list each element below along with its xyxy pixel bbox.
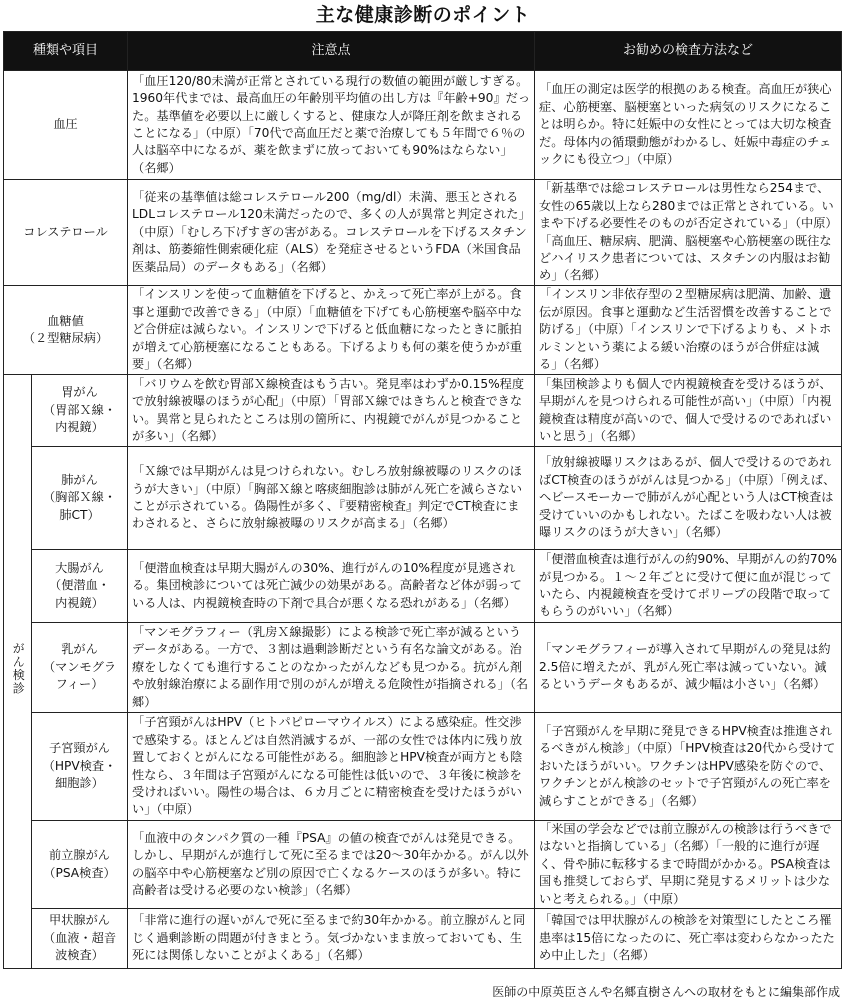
row-note: 「子宮頸がんはHPV（ヒトパピローマウイルス）による感染症。性交渉で感染する。ほとんどは自然消滅するが、一部の女性では体内に残り放置しておくとがんになる可能性がある。細胞診とHPV検査が両方とも陰性なら、３年間は子宮頸がんになる可能性は低いので、３年後に検診を受ければいい。陽性の場合は、６カ月ごとに精密検査を受けたほうがいい」（中原） bbox=[128, 713, 535, 821]
row-method: 「放射線被曝リスクはあるが、個人で受けるのであればCT検査のほうががんは見つかる」（中原）「例えば、ヘビースモーカーで肺がんが心配という人はCT検査は受けていいのかもしれない。たばこを吸わない人は被曝リスクのほうが大きい」（名郷） bbox=[535, 447, 842, 550]
table-row bbox=[4, 550, 842, 623]
table-row bbox=[4, 909, 842, 969]
row-note: 「マンモグラフィー（乳房Ｘ線撮影）による検診で死亡率が減るというデータがある。一方で、３割は過剰診断だという有名な論文がある。治療をしなくても進行することのなかったがんなども見つかる。抗がん剤や放射線治療による副作用で別のがんが増える危険性が指摘される」（名郷） bbox=[128, 623, 535, 713]
row-note: 「バリウムを飲む胃部Ｘ線検査はもう古い。発見率はわずか0.15%程度で放射線被曝のほうが心配」（中原）「胃部Ｘ線ではきちんと検査できない。異常と見られたところは別の箇所に、内視鏡でがんが見つかることが多い」（名郷） bbox=[128, 375, 535, 447]
table-row bbox=[4, 180, 842, 286]
row-method: 「新基準では総コレステロールは男性なら254まで、女性の65歳以上なら280までは正常とされている。いまや下げる必要性そのものが否定されている」（中原）「高血圧、糖尿病、肥満、脳梗塞や心筋梗塞の既往などハイリスク患者については、スタチンの内服はお勧め」（名郷） bbox=[535, 180, 842, 286]
row-note: 「インスリンを使って血糖値を下げると、かえって死亡率が上がる。食事と運動で改善できる」（中原）「血糖値を下げても心筋梗塞や脳卒中など合併症は減らない。インスリンで下げると低血糖になったときに脈拍が増えて心筋梗塞になることもある。下げるよりも何の薬を使うかが重要」（名郷） bbox=[128, 286, 535, 375]
header-note: 注意点 bbox=[128, 32, 535, 71]
row-category: 血糖値 （２型糖尿病） bbox=[4, 286, 128, 375]
source-credit: 医師の中原英臣さんや名郷直樹さんへの取材をもとに編集部作成 bbox=[492, 985, 840, 999]
page-title: 主な健康診断のポイント bbox=[315, 4, 531, 26]
row-note: 「血液中のタンパク質の一種『PSA』の値の検査でがんは発見できる。しかし、早期がんが進行して死に至るまでは20～30年かかる。がん以外の脳卒中や心筋梗塞など別の原因で亡くなるケースのほうが多い。特に高齢者は受ける必要のない検診」（名郷） bbox=[128, 821, 535, 909]
row-note: 「Ｘ線では早期がんは見つけられない。むしろ放射線被曝のリスクのほうが大きい」（中原）「胸部Ｘ線と喀痰細胞診は肺がん死亡を減らさないことが示されている。偽陽性が多く、『要精密検査』判定でCT検査にまわされると、さらに放射線被曝のリスクが高まる」（名郷） bbox=[128, 447, 535, 550]
row-category: 前立腺がん （PSA検査） bbox=[32, 821, 128, 909]
row-method: 「便潜血検査は進行がんの約90%、早期がんの約70%が見つかる。１～２年ごとに受けて便に血が混じっていたら、内視鏡検査を受けてポリープの段階で取ってもらうのがいい」（名郷） bbox=[535, 550, 842, 623]
table-row bbox=[4, 286, 842, 375]
table-row bbox=[4, 375, 842, 447]
row-method: 「マンモグラフィーが導入されて早期がんの発見は約2.5倍に増えたが、乳がん死亡率は減っていない。減るというデータもあるが、減少幅は小さい」（名郷） bbox=[535, 623, 842, 713]
row-note: 「便潜血検査は早期大腸がんの30%、進行がんの10%程度が見逃される。集団検診については死亡減少の効果がある。高齢者など体が弱っている人は、内視鏡検査時の下剤で具合が悪くなる恐れがある」（名郷） bbox=[128, 550, 535, 623]
row-note: 「非常に進行の遅いがんで死に至るまで約30年かかる。前立腺がんと同じく過剰診断の問題が付きまとう。気づかないまま放っておいても、生死には関係しないことがよくある」（名郷） bbox=[128, 909, 535, 969]
row-category: 大腸がん （便潜血・ 内視鏡） bbox=[32, 550, 128, 623]
row-note: 「従来の基準値は総コレステロール200（mg/dl）未満、悪玉とされるLDLコレステロール120未満だったので、多くの人が異常と判定された」（中原）「むしろ下げすぎの害がある。コレステロールを下げるスタチン剤は、筋萎縮性側索硬化症（ALS）を発症させるというFDA（米国食品医薬品局）のデータもある」（名郷） bbox=[128, 180, 535, 286]
table-row bbox=[4, 623, 842, 713]
table-row bbox=[4, 447, 842, 550]
table-row bbox=[4, 71, 842, 180]
row-method: 「米国の学会などでは前立腺がんの検診は行うべきではないと指摘している」（名郷）「一般的に進行が遅く、骨や肺に転移するまで時間がかかる。PSA検査は国も推奨しておらず、早期に発見するメリットは少ないと考えられる。」（中原） bbox=[535, 821, 842, 909]
row-category: コレステロール bbox=[4, 180, 128, 286]
row-category: 肺がん （胸部Ｘ線・ 肺CT） bbox=[32, 447, 128, 550]
header-category: 種類や項目 bbox=[4, 32, 128, 71]
row-method: 「韓国では甲状腺がんの検診を対策型にしたところ罹患率は15倍になったのに、死亡率は変わらなかったため中止した」（名郷） bbox=[535, 909, 842, 969]
row-category: 胃がん （胃部Ｘ線・ 内視鏡） bbox=[32, 375, 128, 447]
table-row bbox=[4, 821, 842, 909]
table-row bbox=[4, 713, 842, 821]
health-checkup-table bbox=[3, 31, 842, 969]
row-category: 甲状腺がん （血液・超音 波検査） bbox=[32, 909, 128, 969]
header-method: お勧めの検査方法など bbox=[535, 32, 842, 71]
row-method: 「インスリン非依存型の２型糖尿病は肥満、加齢、遺伝が原因。食事と運動など生活習慣を改善することで防げる」（中原）「インスリンで下げるよりも、メトホルミンという薬による緩い治療のほうが合併症は減る」（名郷） bbox=[535, 286, 842, 375]
row-category: 乳がん （マンモグラ フィー） bbox=[32, 623, 128, 713]
row-note: 「血圧120/80未満が正常とされている現行の数値の範囲が厳しすぎる。1960年代までは、最高血圧の年齢別平均値の出し方は『年齢+90』だった。基準値を必要以上に厳しくすると、健康な人が降圧剤を飲まされることになる」（中原）「70代で高血圧だと薬で治療しても５年間で６％の人は脳卒中になるが、薬を飲まずに放っておいても90%はならない」（名郷） bbox=[128, 71, 535, 180]
table-header-row bbox=[4, 32, 842, 71]
cancer-screening-group-label bbox=[4, 375, 32, 969]
row-method: 「子宮頸がんを早期に発見できるHPV検査は推進されるべきがん検診」（中原）「HPV検査は20代から受けておいたほうがいい。ワクチンはHPV感染を防ぐので、ワクチンとがん検診のセットで子宮頸がんの死亡率を減らすことができる」（名郷） bbox=[535, 713, 842, 821]
row-category: 子宮頸がん （HPV検査・ 細胞診） bbox=[32, 713, 128, 821]
row-method: 「血圧の測定は医学的根拠のある検査。高血圧が狭心症、心筋梗塞、脳梗塞といった病気のリスクになることは明らか。特に妊娠中の女性にとっては大切な検査だ。母体内の循環動態がわかるし、妊娠中毒症のチェックにも役立つ」（中原） bbox=[535, 71, 842, 180]
group-label-text: がん検診 bbox=[11, 642, 26, 696]
row-category: 血圧 bbox=[4, 71, 128, 180]
row-method: 「集団検診よりも個人で内視鏡検査を受けるほうが、早期がんを見つけられる可能性が高い」（中原）「内視鏡検査は精度が高いので、個人で受けるのであればいいと思う」（名郷） bbox=[535, 375, 842, 447]
